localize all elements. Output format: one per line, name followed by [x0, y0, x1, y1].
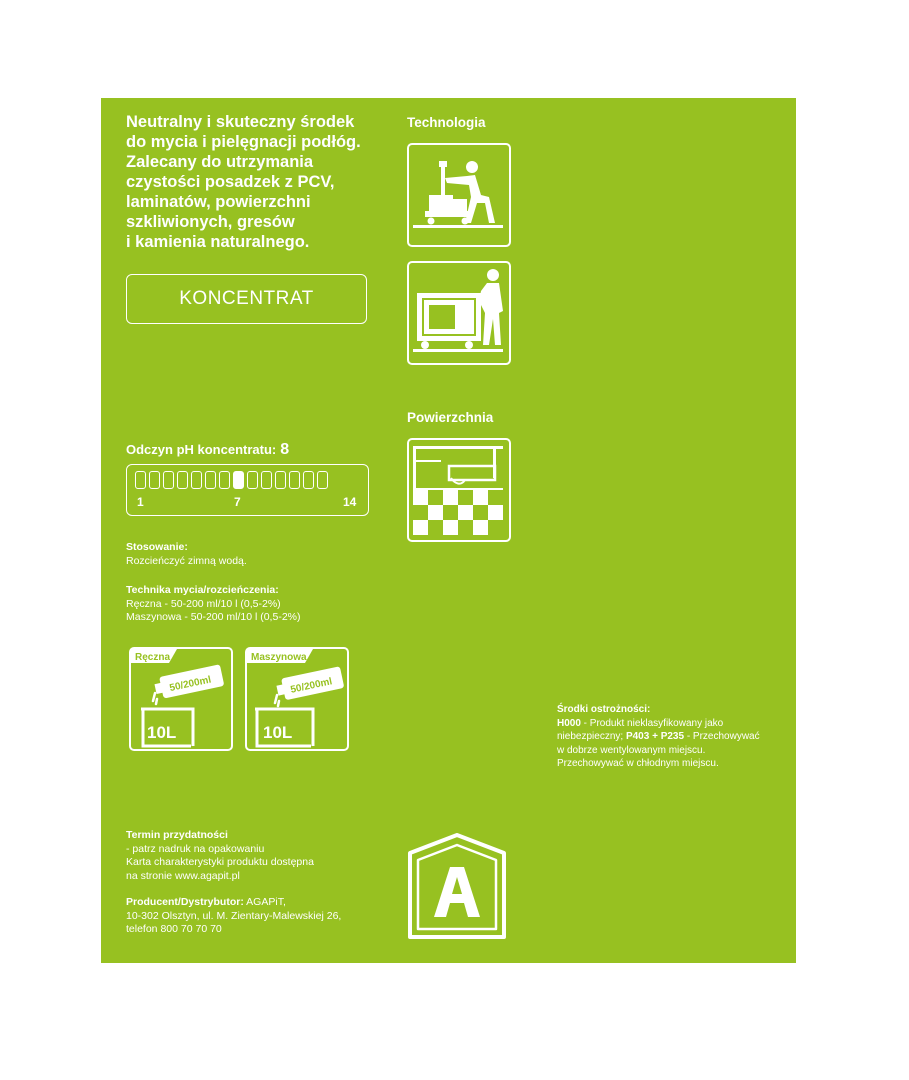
machine-dosing-icon [247, 649, 347, 749]
ph-scale [126, 464, 369, 516]
manual-mopping-icon [409, 145, 508, 244]
ph-scale-cell [149, 471, 160, 489]
description-line: szkliwionych, gresów [126, 213, 295, 231]
technique-title: Technika mycia/rozcieńczenia: [126, 584, 279, 596]
ph-scale-cell [317, 471, 328, 489]
technique-line: Ręczna - 50-200 ml/10 l (0,5-2%) [126, 597, 281, 610]
dosing-volume: 10L [147, 723, 177, 742]
ph-scale-cell [163, 471, 174, 489]
producer-line: 10-302 Olsztyn, ul. M. Zientary-Malewskiej 26, [126, 909, 342, 922]
dosing-label: Maszynowa [251, 652, 307, 663]
ph-scale-cell [303, 471, 314, 489]
product-description [126, 112, 376, 252]
surface-title: Powierzchnia [407, 410, 494, 425]
ph-title [126, 441, 289, 459]
technique-section [126, 584, 301, 625]
agapit-logo-icon [404, 831, 510, 941]
ph-scale-cell [205, 471, 216, 489]
floor-scrubber-machine-icon [409, 263, 508, 362]
ph-scale-cell [219, 471, 230, 489]
ph-title-text: Odczyn pH koncentratu: [126, 442, 277, 457]
technology-title: Technologia [407, 115, 486, 130]
floor-scrubber-icon-frame [407, 261, 511, 365]
expiry-section [126, 829, 314, 883]
manual-dosing-icon [131, 649, 231, 749]
ph-scale-mid: 7 [234, 495, 241, 509]
machine-dosing-pictogram [245, 647, 349, 751]
ph-value: 8 [280, 441, 290, 458]
manual-mopping-icon-frame [407, 143, 511, 247]
producer-section [126, 896, 341, 937]
ph-scale-cell [191, 471, 202, 489]
ph-scale-cell [261, 471, 272, 489]
producer-title: Producent/Dystrybutor: AGAPiT, [126, 896, 286, 908]
ph-scale-cell [135, 471, 146, 489]
dosing-dose: 50/200ml [289, 676, 334, 696]
description-line: do mycia i pielęgnacji podłóg. [126, 133, 361, 151]
producer-line: telefon 800 70 70 70 [126, 923, 222, 935]
product-label [101, 98, 796, 963]
usage-title: Stosowanie: [126, 541, 188, 553]
precautions-line: niebezpieczny; P403 + P235 - Przechowywać [557, 731, 760, 742]
precautions-title: Środki ostrożności: [557, 704, 651, 715]
expiry-title: Termin przydatności [126, 829, 228, 841]
description-line: czystości posadzek z PCV, [126, 173, 335, 191]
precautions-line: H000 - Produkt nieklasyfikowany jako [557, 717, 724, 729]
description-line: Neutralny i skuteczny środek [126, 113, 355, 131]
description-line: laminatów, powierzchni [126, 193, 311, 211]
precautions-line: w dobrze wentylowanym miejscu. [557, 744, 706, 756]
ph-scale-cell [177, 471, 188, 489]
precautions-line: Przechowywać w chłodnym miejscu. [557, 758, 719, 769]
usage-section [126, 541, 247, 568]
dosing-label: Ręczna [135, 652, 171, 663]
ph-scale-cells [135, 471, 328, 489]
checkered-floor-icon [409, 440, 508, 539]
ph-scale-cell-active [233, 471, 244, 489]
description-line: Zalecany do utrzymania [126, 153, 314, 171]
ph-scale-cell [289, 471, 300, 489]
agapit-logo [404, 831, 510, 941]
dosing-volume: 10L [263, 723, 293, 742]
ph-scale-max: 14 [343, 495, 357, 509]
expiry-line: - patrz nadruk na opakowaniu [126, 842, 265, 855]
description-line: i kamienia naturalnego. [126, 233, 310, 251]
dosing-dose: 50/200ml [168, 674, 213, 695]
expiry-line: Karta charakterystyki produktu dostępna [126, 856, 314, 868]
expiry-line: na stronie www.agapit.pl [126, 869, 240, 882]
ph-scale-cell [275, 471, 286, 489]
concentrate-badge [126, 274, 367, 324]
precautions-section [557, 703, 760, 771]
ph-scale-cell [247, 471, 258, 489]
manual-dosing-pictogram [129, 647, 233, 751]
usage-text: Rozcieńczyć zimną wodą. [126, 554, 247, 567]
concentrate-text: KONCENTRAT [179, 288, 314, 309]
surface-icon-frame [407, 438, 511, 542]
ph-scale-min: 1 [137, 495, 144, 509]
technique-line: Maszynowa - 50-200 ml/10 l (0,5-2%) [126, 611, 301, 623]
